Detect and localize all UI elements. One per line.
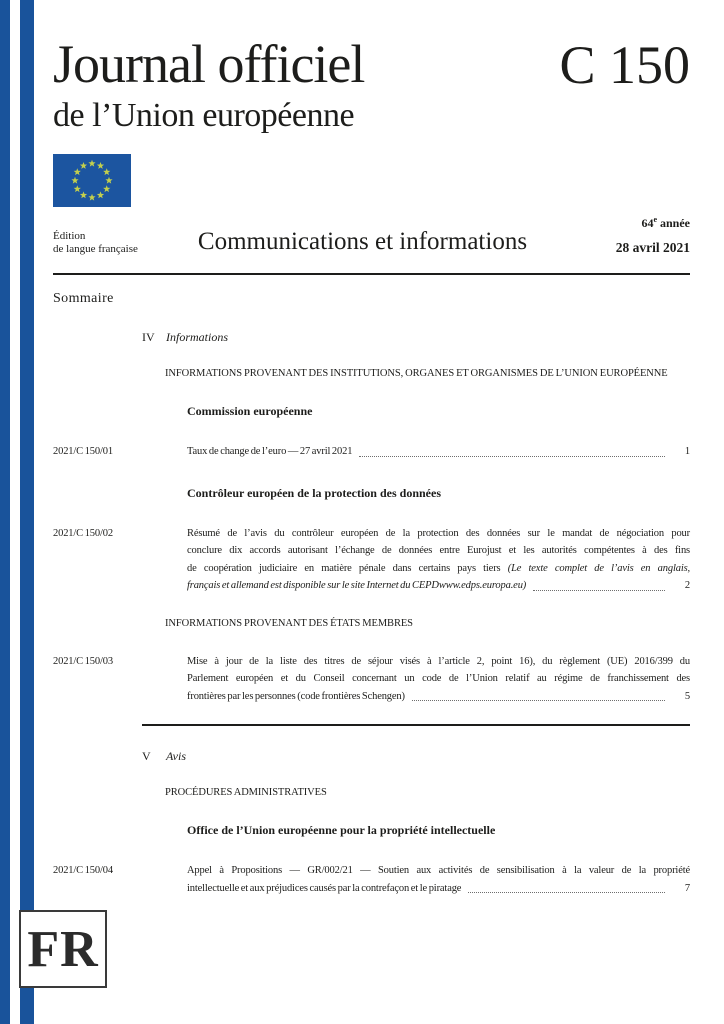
toc-subsection-institutions: INFORMATIONS PROVENANT DES INSTITUTIONS, ORGANES ET ORGANISMES DE L’UNION EUROPÉENNE xyxy=(165,368,668,379)
entry-text: Mise à jour de la liste des titres de séjour visés à l’article 2, point 16), du règlement (UE) 2016/399 du Parlement européen et du Conseil concernant un code de l’Union relatif au régime de franchissement des frontières par les personnes (code frontières Schengen) 5 xyxy=(187,653,690,706)
section-title: Informations xyxy=(166,330,229,344)
toc-entry-03 xyxy=(53,653,690,706)
toc-label: Sommaire xyxy=(53,291,114,306)
section-divider xyxy=(142,724,690,726)
entry-text xyxy=(187,443,690,461)
doc-number: 2021/C 150/01 xyxy=(53,446,113,457)
toc-entry-02 xyxy=(53,525,690,595)
toc-subsection-procedures: PROCÉDURES ADMINISTRATIVES xyxy=(165,787,327,798)
entry-text: Appel à Propositions — GR/002/21 — Soutien aux activités de sensibilisation à la valeur de la propriété intellectuelle et aux préjudices causés par la contrefaçon et le piratage 7 xyxy=(187,862,690,897)
toc-entry-01 xyxy=(53,443,690,461)
toc-org-edps: Contrôleur européen de la protection des données xyxy=(187,485,441,500)
toc-entry-04 xyxy=(53,862,690,897)
entry-text: Résumé de l’avis du contrôleur européen de la protection des données sur le mandat de négociation pour conclure dix accords autorisant l’échange de données entre Eurojust et les autorités compétentes à des fins de coopération judiciaire en matière pénale dans certains pays tiers (Le texte complet de l’avis en anglais, français et allemand est disponible sur le site Internet du CEPDwww.edps.europa.eu) 2 xyxy=(187,525,690,595)
page-number: 7 xyxy=(684,882,690,894)
doc-number: 2021/C 150/03 xyxy=(53,655,113,667)
section-numeral: V xyxy=(142,749,151,763)
masthead-divider xyxy=(53,273,690,275)
section-title: Avis xyxy=(166,749,186,763)
doc-number: 2021/C 150/04 xyxy=(53,865,113,876)
toc-org-commission: Commission européenne xyxy=(187,404,313,418)
page-number: 2 xyxy=(684,580,690,591)
toc-section-v xyxy=(53,749,690,764)
language-code-box: FR xyxy=(19,910,107,988)
eu-flag-icon xyxy=(53,154,131,207)
journal-subtitle: Communications et informations xyxy=(197,228,528,255)
issue-number: C 150 xyxy=(559,35,690,95)
journal-title-line1: Journal officiel xyxy=(53,34,365,94)
toc-section-iv xyxy=(53,330,690,345)
edition-label xyxy=(53,230,185,256)
doc-number: 2021/C 150/02 xyxy=(53,527,113,539)
issue-date: 28 avril 2021 xyxy=(615,240,690,255)
entry-title: Taux de change de l’euro — 27 avril 2021 xyxy=(187,446,353,457)
section-numeral: IV xyxy=(142,330,155,344)
masthead-title xyxy=(53,34,364,138)
masthead xyxy=(53,0,690,138)
edition-line2: de langue française xyxy=(53,243,138,255)
dot-leader xyxy=(468,892,665,893)
page-number: 5 xyxy=(684,690,690,702)
journal-title-line2: de l’Union européenne xyxy=(53,97,355,134)
year-line: 64e année xyxy=(641,215,690,230)
page-number: 1 xyxy=(684,446,690,457)
issue-date-block xyxy=(570,215,690,256)
dot-leader xyxy=(359,456,665,457)
toc-subsection-member-states: INFORMATIONS PROVENANT DES ÉTATS MEMBRES xyxy=(165,617,413,629)
dot-leader xyxy=(412,700,665,701)
dot-leader xyxy=(533,590,665,591)
masthead-subrow xyxy=(53,215,690,256)
edition-line1: Édition xyxy=(53,230,86,242)
toc-org-euipo: Office de l’Union européenne pour la propriété intellectuelle xyxy=(187,823,496,837)
